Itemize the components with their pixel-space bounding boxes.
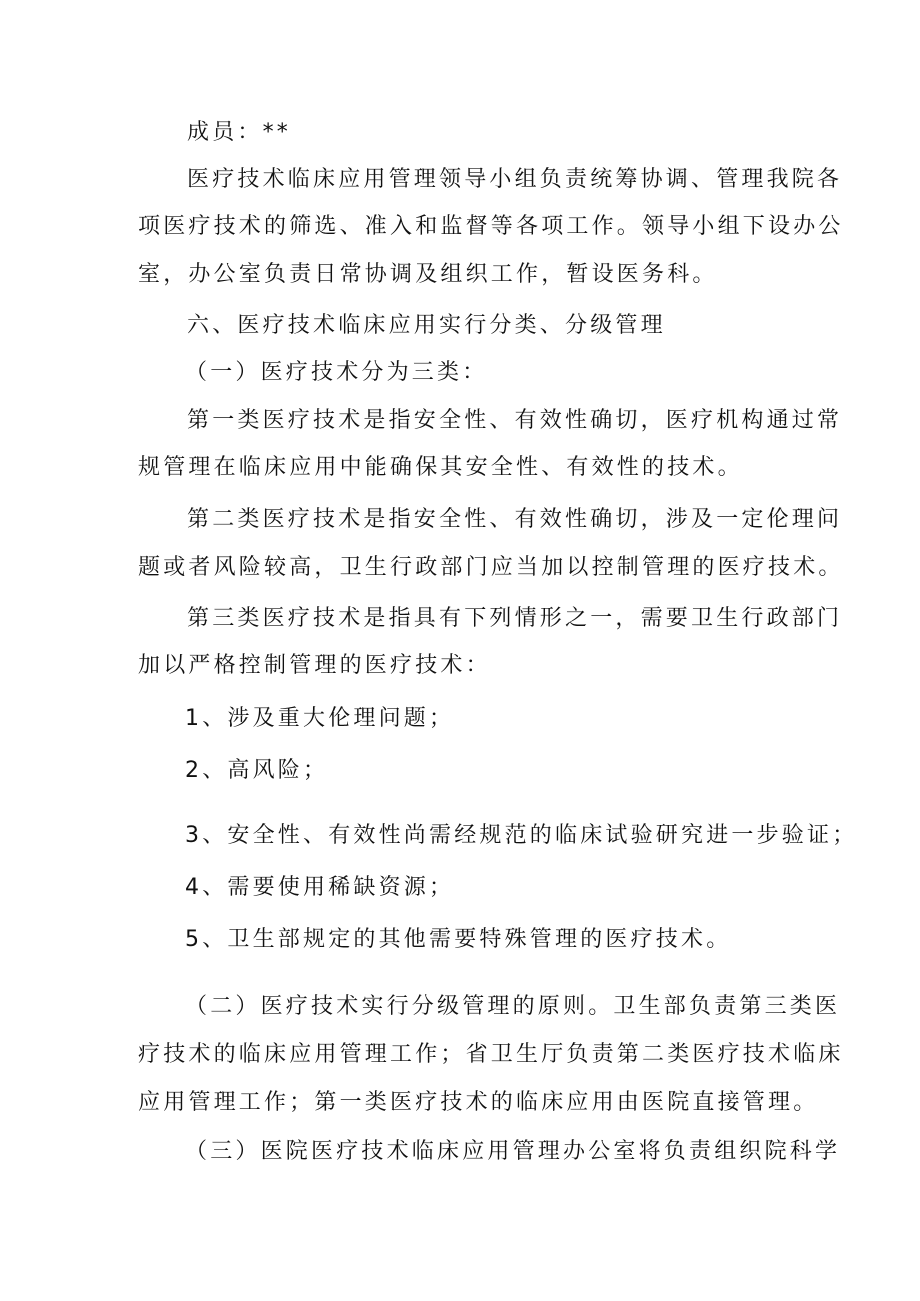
subsection-heading: （一）医疗技术分为三类： [185, 360, 488, 385]
members-line: 成员：** [187, 120, 292, 145]
paragraph-line: 项医疗技术的筛选、准入和监督等各项工作。领导小组下设办公 [138, 214, 844, 239]
list-item: 4、需要使用稀缺资源； [185, 875, 455, 900]
paragraph-line: 应用管理工作；第一类医疗技术的临床应用由医院直接管理。 [138, 1090, 819, 1115]
paragraph-line: 题或者风险较高，卫生行政部门应当加以控制管理的医疗技术。 [138, 555, 844, 580]
list-item: 1、涉及重大伦理问题； [185, 706, 455, 731]
paragraph-line: 规管理在临床应用中能确保其安全性、有效性的技术。 [138, 455, 743, 480]
paragraph-line: 医疗技术临床应用管理领导小组负责统筹协调、管理我院各 [187, 167, 843, 192]
paragraph-line: 第一类医疗技术是指安全性、有效性确切，医疗机构通过常 [187, 408, 843, 433]
paragraph-line: 疗技术的临床应用管理工作；省卫生厅负责第二类医疗技术临床 [138, 1042, 844, 1067]
paragraph-line: 第三类医疗技术是指具有下列情形之一，需要卫生行政部门 [187, 606, 843, 631]
paragraph-line: （三）医院医疗技术临床应用管理办公室将负责组织院科学 [185, 1139, 841, 1164]
paragraph-line: 加以严格控制管理的医疗技术： [138, 653, 491, 678]
list-item: 2、高风险； [185, 758, 329, 783]
paragraph-line: 第二类医疗技术是指安全性、有效性确切，涉及一定伦理问 [187, 507, 843, 532]
section-heading: 六、医疗技术临床应用实行分类、分级管理 [187, 313, 666, 338]
list-item: 5、卫生部规定的其他需要特殊管理的医疗技术。 [185, 927, 732, 952]
paragraph-line: （二）医疗技术实行分级管理的原则。卫生部负责第三类医 [185, 994, 841, 1019]
paragraph-line: 室，办公室负责日常协调及组织工作，暂设医务科。 [138, 262, 718, 287]
list-item: 3、安全性、有效性尚需经规范的临床试验研究进一步验证； [185, 823, 858, 848]
